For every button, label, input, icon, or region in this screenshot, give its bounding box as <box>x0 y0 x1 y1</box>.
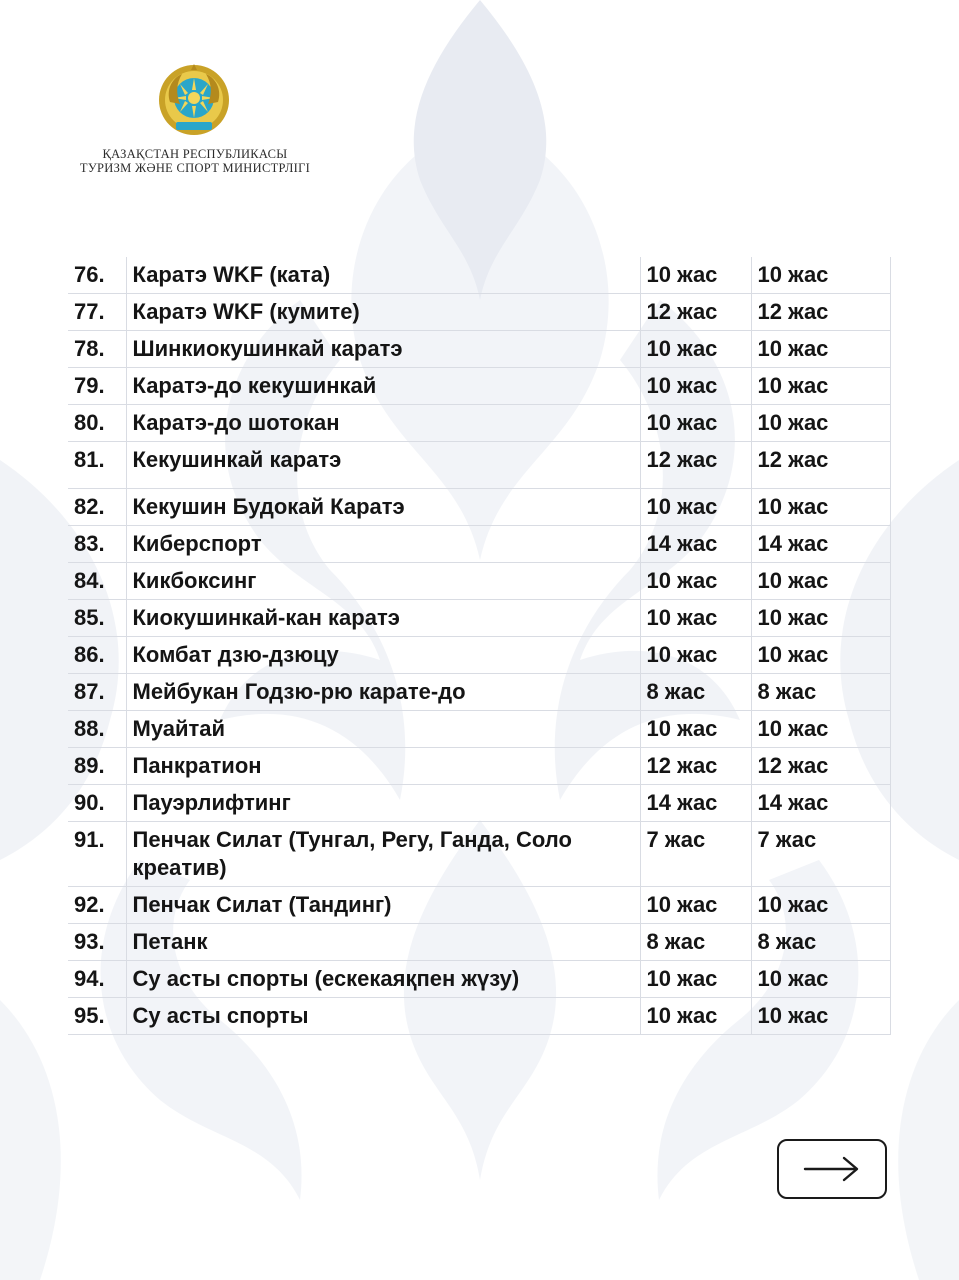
age-cell-b: 10 жас <box>751 489 890 526</box>
age-cell-a: 8 жас <box>640 674 751 711</box>
age-cell-a: 10 жас <box>640 711 751 748</box>
age-cell-b: 7 жас <box>751 822 890 887</box>
age-cell-b: 12 жас <box>751 442 890 489</box>
sport-name-cell: Кикбоксинг <box>126 563 640 600</box>
sport-name-cell: Пенчак Силат (Тунгал, Регу, Ганда, Соло креатив) <box>126 822 640 887</box>
table-row <box>68 887 890 924</box>
arrow-right-icon <box>802 1154 862 1184</box>
table-row <box>68 294 890 331</box>
table-row <box>68 924 890 961</box>
row-number-cell: 76. <box>68 257 126 294</box>
row-number-cell: 84. <box>68 563 126 600</box>
state-emblem-icon <box>156 62 232 138</box>
row-number-cell: 95. <box>68 998 126 1035</box>
table-row <box>68 405 890 442</box>
age-cell-a: 10 жас <box>640 887 751 924</box>
sports-age-table-body <box>68 257 890 1035</box>
age-cell-a: 10 жас <box>640 257 751 294</box>
age-cell-a: 10 жас <box>640 961 751 998</box>
row-number-cell: 82. <box>68 489 126 526</box>
sport-name-cell: Шинкиокушинкай каратэ <box>126 331 640 368</box>
table-row <box>68 563 890 600</box>
age-cell-b: 10 жас <box>751 368 890 405</box>
row-number-cell: 78. <box>68 331 126 368</box>
table-row <box>68 489 890 526</box>
age-cell-a: 10 жас <box>640 331 751 368</box>
row-number-cell: 80. <box>68 405 126 442</box>
table-row <box>68 785 890 822</box>
age-cell-a: 10 жас <box>640 600 751 637</box>
age-cell-b: 12 жас <box>751 748 890 785</box>
table-row <box>68 822 890 887</box>
sport-name-cell: Муайтай <box>126 711 640 748</box>
table-row <box>68 961 890 998</box>
age-cell-b: 10 жас <box>751 600 890 637</box>
table-row <box>68 257 890 294</box>
row-number-cell: 93. <box>68 924 126 961</box>
sport-name-cell: Петанк <box>126 924 640 961</box>
sport-name-cell: Киберспорт <box>126 526 640 563</box>
sport-name-cell: Панкратион <box>126 748 640 785</box>
age-cell-a: 10 жас <box>640 489 751 526</box>
row-number-cell: 83. <box>68 526 126 563</box>
age-cell-b: 8 жас <box>751 674 890 711</box>
sport-name-cell: Комбат дзю-дзюцу <box>126 637 640 674</box>
table-row <box>68 442 890 489</box>
age-cell-b: 8 жас <box>751 924 890 961</box>
age-cell-b: 10 жас <box>751 257 890 294</box>
table-row <box>68 748 890 785</box>
age-cell-b: 10 жас <box>751 887 890 924</box>
row-number-cell: 85. <box>68 600 126 637</box>
table-row <box>68 526 890 563</box>
age-cell-b: 14 жас <box>751 785 890 822</box>
age-cell-a: 10 жас <box>640 405 751 442</box>
row-number-cell: 94. <box>68 961 126 998</box>
age-cell-a: 10 жас <box>640 998 751 1035</box>
age-cell-a: 10 жас <box>640 563 751 600</box>
sport-name-cell: Каратэ-до кекушинкай <box>126 368 640 405</box>
age-cell-b: 12 жас <box>751 294 890 331</box>
sport-name-cell: Кекушин Будокай Каратэ <box>126 489 640 526</box>
age-cell-b: 10 жас <box>751 331 890 368</box>
age-cell-a: 8 жас <box>640 924 751 961</box>
table-row <box>68 368 890 405</box>
row-number-cell: 91. <box>68 822 126 887</box>
age-cell-b: 10 жас <box>751 998 890 1035</box>
age-cell-b: 10 жас <box>751 961 890 998</box>
sport-name-cell: Пенчак Силат (Тандинг) <box>126 887 640 924</box>
table-row <box>68 637 890 674</box>
sport-name-cell: Каратэ-до шотокан <box>126 405 640 442</box>
table-row <box>68 600 890 637</box>
age-cell-b: 14 жас <box>751 526 890 563</box>
age-cell-a: 12 жас <box>640 748 751 785</box>
sport-name-cell: Су асты спорты <box>126 998 640 1035</box>
row-number-cell: 81. <box>68 442 126 489</box>
sport-name-cell: Киокушинкай-кан каратэ <box>126 600 640 637</box>
row-number-cell: 90. <box>68 785 126 822</box>
sport-name-cell: Су асты спорты (ескекаяқпен жүзу) <box>126 961 640 998</box>
row-number-cell: 89. <box>68 748 126 785</box>
row-number-cell: 77. <box>68 294 126 331</box>
age-cell-b: 10 жас <box>751 637 890 674</box>
age-cell-a: 14 жас <box>640 785 751 822</box>
age-cell-a: 12 жас <box>640 442 751 489</box>
age-cell-a: 10 жас <box>640 368 751 405</box>
age-cell-b: 10 жас <box>751 711 890 748</box>
sport-name-cell: Мейбукан Годзю-рю карате-до <box>126 674 640 711</box>
age-cell-a: 12 жас <box>640 294 751 331</box>
sports-age-table <box>68 257 891 1035</box>
age-cell-b: 10 жас <box>751 405 890 442</box>
table-row <box>68 998 890 1035</box>
age-cell-a: 7 жас <box>640 822 751 887</box>
ministry-name-line: ТУРИЗМ ЖӘНЕ СПОРТ МИНИСТРЛІГІ <box>79 161 311 175</box>
row-number-cell: 86. <box>68 637 126 674</box>
row-number-cell: 92. <box>68 887 126 924</box>
table-row <box>68 711 890 748</box>
next-page-button[interactable] <box>777 1139 887 1199</box>
row-number-cell: 79. <box>68 368 126 405</box>
age-cell-a: 14 жас <box>640 526 751 563</box>
sport-name-cell: Кекушинкай каратэ <box>126 442 640 489</box>
age-cell-b: 10 жас <box>751 563 890 600</box>
age-cell-a: 10 жас <box>640 637 751 674</box>
table-row <box>68 674 890 711</box>
row-number-cell: 88. <box>68 711 126 748</box>
sport-name-cell: Пауэрлифтинг <box>126 785 640 822</box>
sport-name-cell: Каратэ WKF (ката) <box>126 257 640 294</box>
table-row <box>68 331 890 368</box>
row-number-cell: 87. <box>68 674 126 711</box>
ministry-country-line: ҚАЗАҚСТАН РЕСПУБЛИКАСЫ <box>102 147 288 161</box>
sport-name-cell: Каратэ WKF (кумите) <box>126 294 640 331</box>
